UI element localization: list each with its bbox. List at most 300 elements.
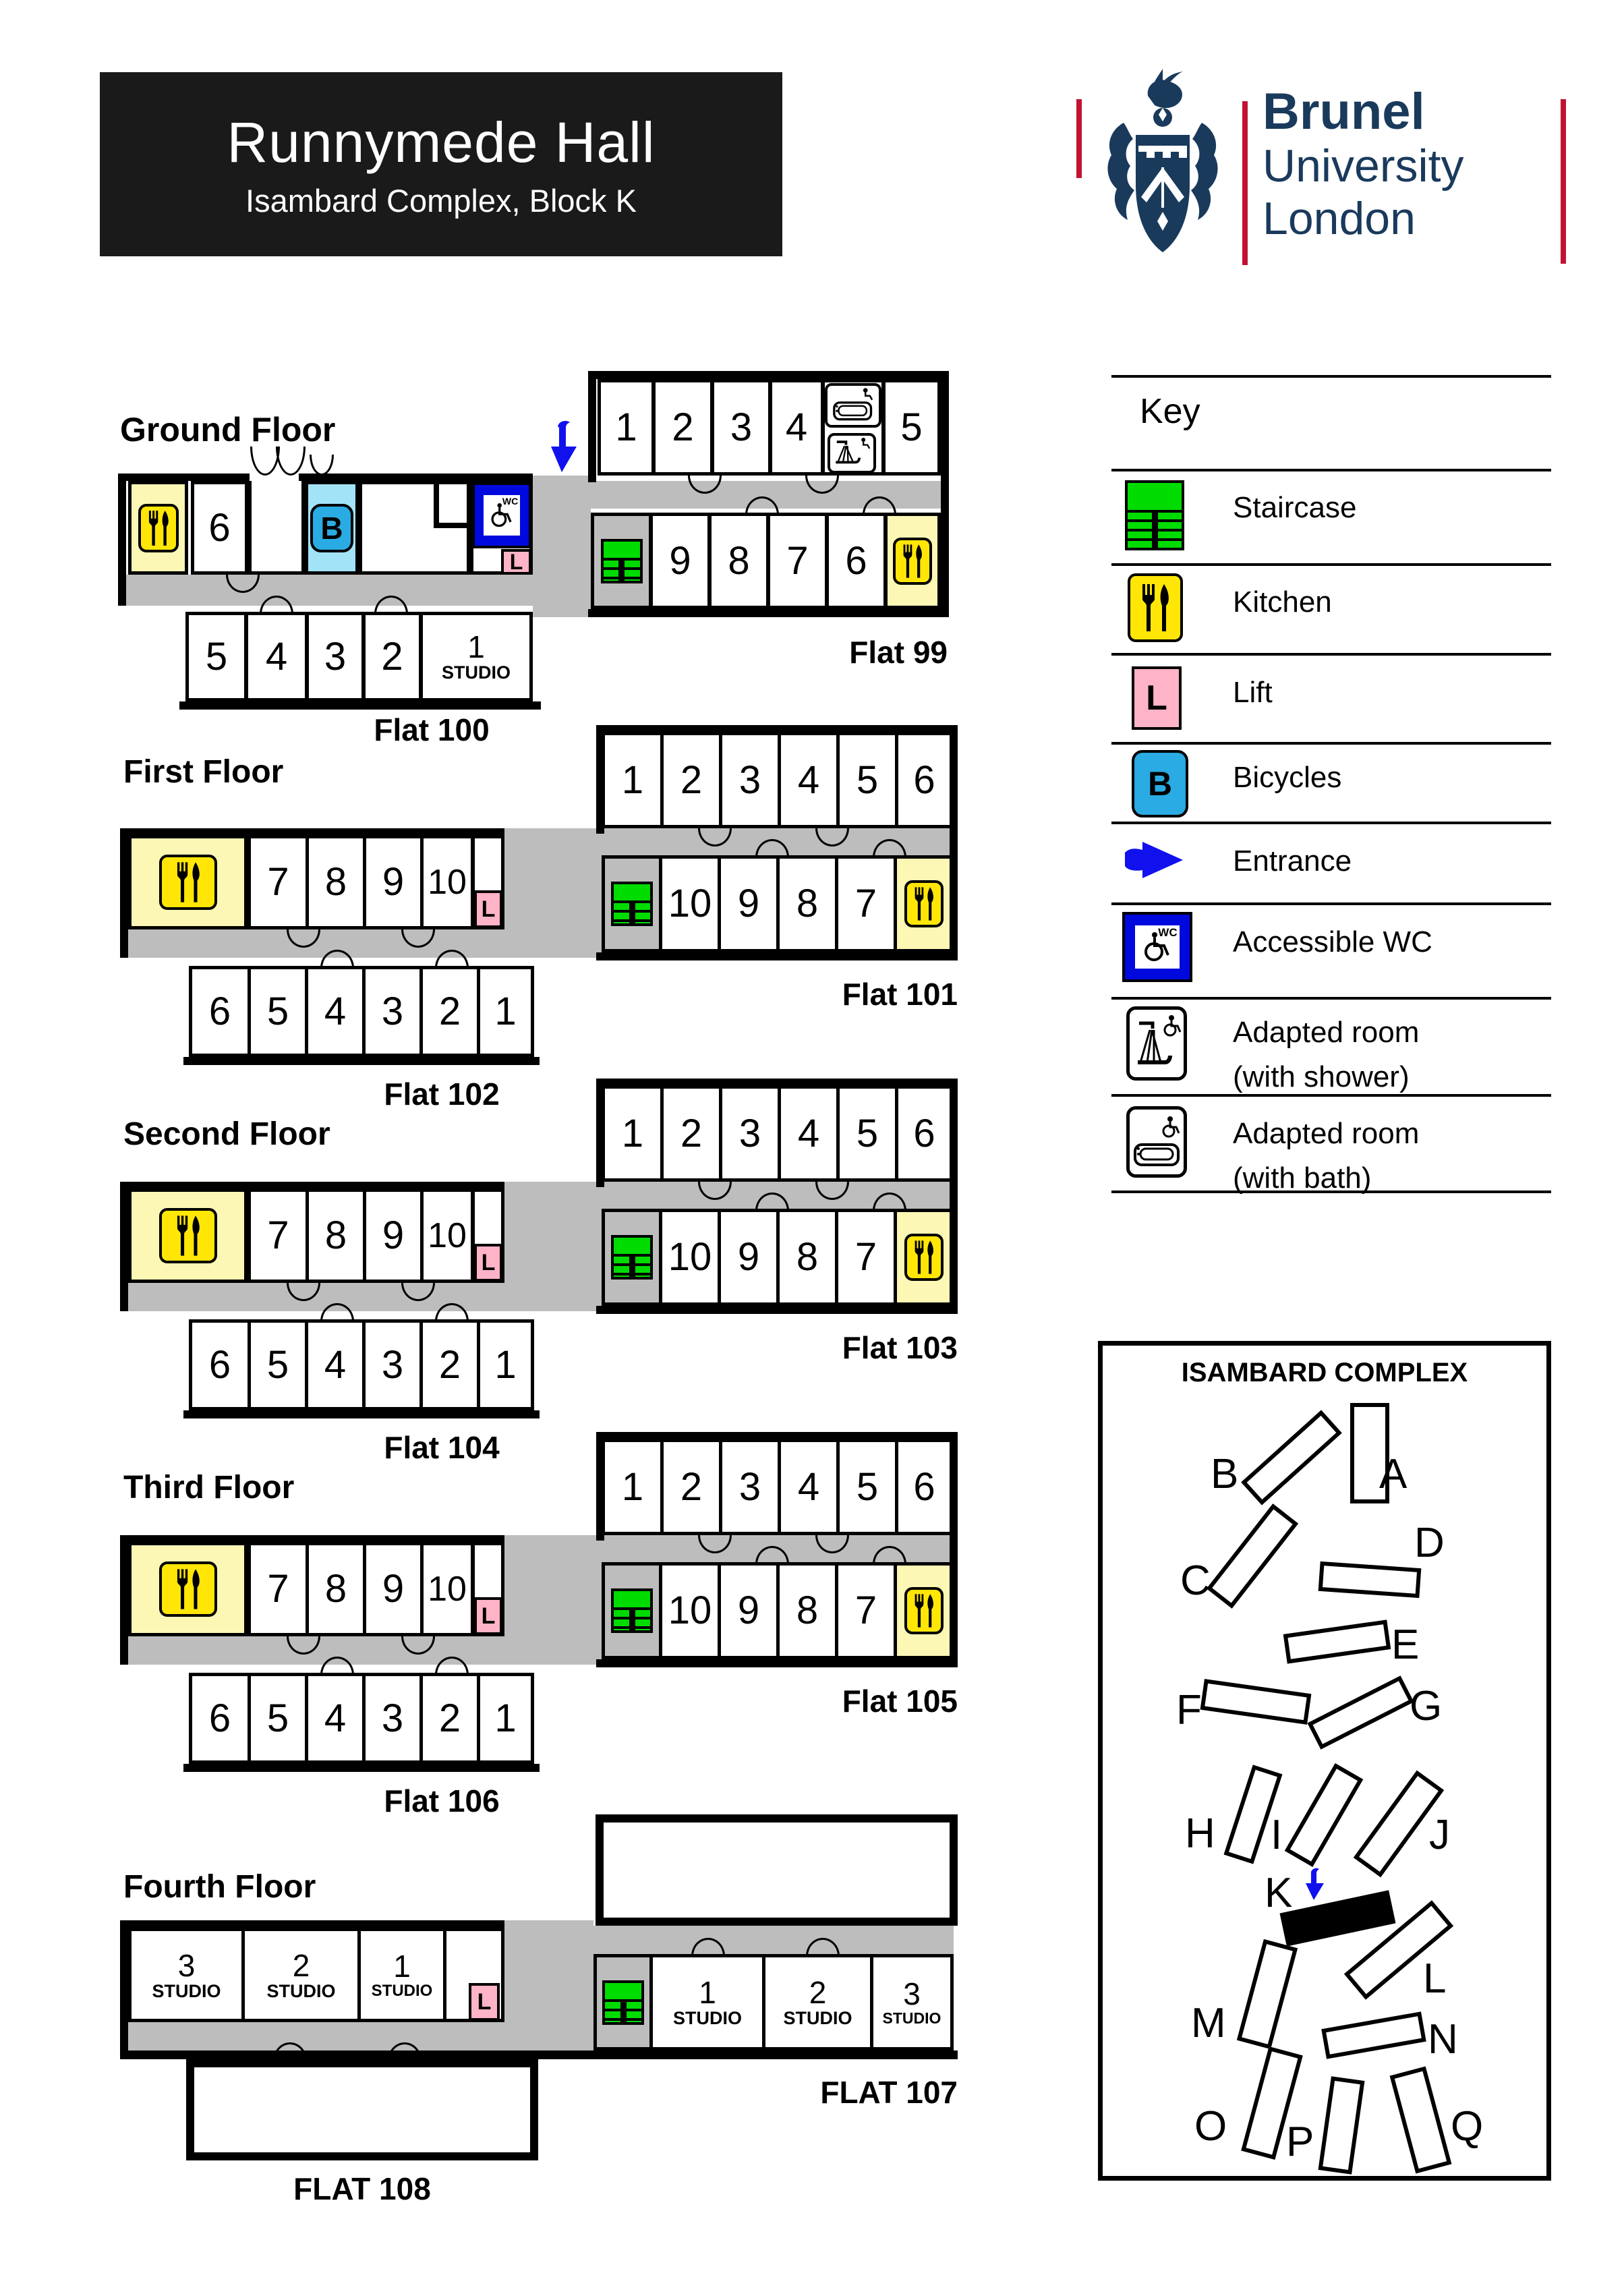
room-number: 4 bbox=[265, 634, 288, 679]
adapted-shower-icon bbox=[828, 433, 876, 473]
room-number: 7 bbox=[267, 1567, 289, 1611]
room bbox=[778, 732, 840, 828]
room bbox=[718, 855, 780, 952]
room-number: 10 bbox=[428, 1216, 467, 1255]
studio-label: STUDIO bbox=[266, 1980, 336, 2001]
adapted-shower-line2: (with shower) bbox=[1233, 1060, 1410, 1093]
logo-red-bar-right bbox=[1561, 99, 1566, 264]
studio-label: STUDIO bbox=[882, 2009, 941, 2027]
room-number: 10 bbox=[668, 1588, 712, 1632]
room bbox=[420, 1188, 474, 1283]
staircase-icon bbox=[611, 882, 653, 926]
flat-label: Flat 100 bbox=[374, 712, 490, 747]
room bbox=[660, 732, 722, 828]
room-number: 7 bbox=[786, 538, 809, 583]
room-number: 1 bbox=[621, 1464, 644, 1509]
room-number: 2 bbox=[680, 1464, 703, 1509]
bicycles-icon bbox=[310, 504, 353, 552]
kitchen-icon bbox=[1128, 573, 1183, 642]
studio-room bbox=[762, 1954, 873, 2050]
room bbox=[719, 732, 781, 828]
room-number: 1 bbox=[393, 1949, 411, 1984]
room-number: 6 bbox=[208, 1342, 231, 1387]
corridor bbox=[125, 575, 533, 606]
room bbox=[305, 1319, 366, 1410]
room bbox=[652, 379, 714, 476]
third-floor-label: Third Floor bbox=[123, 1470, 295, 1505]
room-number: 2 bbox=[809, 1975, 827, 2010]
kitchen-room bbox=[894, 1209, 954, 1306]
room-number: 3 bbox=[381, 989, 404, 1033]
adapted-bath-line2: (with bath) bbox=[1233, 1161, 1372, 1195]
building-label: B bbox=[1211, 1451, 1239, 1497]
room-number: 9 bbox=[382, 860, 405, 904]
lift-icon bbox=[474, 1244, 502, 1282]
room-number: 7 bbox=[267, 860, 289, 904]
staircase-room bbox=[602, 855, 662, 952]
logo-line-london: London bbox=[1263, 193, 1416, 244]
room bbox=[245, 612, 308, 701]
kitchen-icon bbox=[159, 855, 217, 910]
room bbox=[835, 1562, 897, 1659]
room-number: 4 bbox=[797, 1464, 820, 1509]
logo-line-brunel: Brunel bbox=[1263, 83, 1425, 140]
accessible-wc-icon bbox=[472, 482, 531, 548]
room-number: 6 bbox=[845, 538, 867, 583]
flat-label: Flat 106 bbox=[384, 1783, 500, 1818]
second-floor-label: Second Floor bbox=[123, 1116, 330, 1152]
room bbox=[248, 835, 309, 929]
bicycles-badge: B bbox=[1147, 765, 1173, 803]
room bbox=[362, 612, 422, 701]
corridor bbox=[533, 476, 591, 617]
room-number: 8 bbox=[796, 1235, 819, 1279]
room-number: 5 bbox=[266, 989, 289, 1033]
kitchen-room bbox=[128, 481, 188, 575]
lift-badge: L bbox=[1146, 679, 1167, 718]
studio-room bbox=[419, 612, 533, 701]
kitchen-icon bbox=[138, 504, 179, 552]
studio-label: STUDIO bbox=[152, 1980, 221, 2001]
room bbox=[778, 1439, 840, 1535]
room-number: 2 bbox=[672, 405, 694, 449]
lift-badge: L bbox=[481, 1249, 496, 1275]
room bbox=[306, 835, 366, 929]
wc-badge: WC bbox=[502, 496, 519, 507]
room-number: 4 bbox=[797, 757, 820, 802]
room-number: 6 bbox=[913, 1464, 935, 1509]
room-number: 2 bbox=[438, 1696, 461, 1740]
staircase-room bbox=[602, 1209, 662, 1306]
lobby bbox=[248, 481, 305, 575]
room bbox=[598, 379, 655, 476]
room-number: 6 bbox=[208, 505, 231, 550]
staircase-room bbox=[602, 1562, 662, 1659]
room-number: 1 bbox=[699, 1975, 716, 2010]
studio-room bbox=[128, 1928, 245, 2022]
studio-label: STUDIO bbox=[783, 2008, 852, 2028]
room bbox=[719, 1439, 781, 1535]
room bbox=[191, 481, 248, 575]
corridor bbox=[125, 2022, 504, 2050]
bicycle-room bbox=[305, 481, 359, 575]
bicycles-icon bbox=[1132, 750, 1188, 817]
room bbox=[825, 513, 887, 609]
room-number: 9 bbox=[737, 1588, 760, 1632]
room bbox=[248, 1188, 309, 1283]
room bbox=[419, 1319, 480, 1410]
lift-badge: L bbox=[509, 549, 523, 574]
staircase-room bbox=[591, 513, 652, 609]
room bbox=[718, 1209, 780, 1306]
building-G bbox=[1307, 1675, 1414, 1750]
isambard-complex-map bbox=[1098, 1341, 1551, 2181]
room-number: 2 bbox=[680, 757, 703, 802]
staircase-icon bbox=[611, 1235, 653, 1280]
adapted-bath-line1: Adapted room bbox=[1233, 1117, 1420, 1150]
room bbox=[420, 1542, 474, 1636]
room bbox=[306, 1188, 366, 1283]
room-number: 3 bbox=[738, 1111, 761, 1155]
key-label-bicycles: Bicycles bbox=[1233, 761, 1342, 794]
room-number: 5 bbox=[856, 1464, 879, 1509]
room bbox=[711, 379, 772, 476]
flat-label: Flat 102 bbox=[384, 1077, 500, 1112]
kitchen-room bbox=[894, 855, 954, 952]
building-label: A bbox=[1379, 1451, 1408, 1497]
room bbox=[362, 1673, 423, 1764]
room-number: 1 bbox=[621, 757, 644, 802]
room-number: 10 bbox=[668, 1235, 712, 1279]
studio-room bbox=[241, 1928, 361, 2022]
room-number: 9 bbox=[382, 1213, 405, 1257]
building-label: I bbox=[1271, 1812, 1283, 1858]
room-number: 2 bbox=[438, 1342, 461, 1387]
room bbox=[718, 1562, 780, 1659]
room-number: 5 bbox=[856, 757, 879, 802]
room bbox=[660, 1439, 722, 1535]
room bbox=[189, 1319, 251, 1410]
room-number: 10 bbox=[668, 882, 712, 925]
lift-icon bbox=[501, 549, 531, 575]
lift-badge: L bbox=[477, 1988, 492, 2015]
building-E bbox=[1283, 1619, 1391, 1663]
room-number: 1 bbox=[615, 405, 637, 449]
staircase-icon bbox=[611, 1588, 653, 1633]
adapted-bath-icon bbox=[825, 383, 881, 428]
entrance-arrow bbox=[551, 420, 586, 473]
building-label: M bbox=[1191, 2000, 1226, 2046]
room bbox=[248, 966, 308, 1057]
logo-red-bar-middle bbox=[1242, 101, 1248, 265]
fourth-floor-label: Fourth Floor bbox=[123, 1869, 316, 1905]
room-number: 5 bbox=[856, 1111, 879, 1155]
room bbox=[708, 513, 770, 609]
unlabeled-room bbox=[186, 2059, 538, 2160]
room bbox=[602, 1439, 664, 1535]
map-entrance-arrow bbox=[1306, 1868, 1331, 1901]
room bbox=[419, 966, 480, 1057]
room bbox=[305, 966, 366, 1057]
room bbox=[836, 732, 898, 828]
room-number: 4 bbox=[324, 1342, 347, 1387]
accessible-wc-icon bbox=[1122, 912, 1192, 982]
room-number: 7 bbox=[854, 1588, 877, 1632]
room bbox=[895, 1085, 954, 1182]
room bbox=[835, 1209, 897, 1306]
room bbox=[362, 1319, 423, 1410]
room-number: 8 bbox=[324, 1567, 347, 1611]
building-label: E bbox=[1391, 1621, 1420, 1668]
room-number: 8 bbox=[728, 538, 750, 583]
room bbox=[248, 1542, 309, 1636]
unlabeled-room bbox=[596, 1814, 958, 1926]
room-number: 8 bbox=[796, 1588, 819, 1632]
entrance-arrow-icon bbox=[1122, 840, 1187, 880]
room bbox=[477, 1673, 534, 1764]
key-title: Key bbox=[1140, 392, 1200, 431]
staircase-icon bbox=[1125, 480, 1184, 550]
staircase-icon bbox=[601, 539, 643, 583]
bicycles-badge: B bbox=[320, 510, 343, 546]
room-number: 3 bbox=[730, 405, 753, 449]
lift-icon bbox=[474, 1597, 502, 1635]
wc-badge: WC bbox=[1158, 926, 1178, 940]
flat-label: Flat 101 bbox=[842, 977, 958, 1012]
room-number: 4 bbox=[324, 989, 347, 1033]
flat-label: Flat 104 bbox=[384, 1430, 500, 1465]
room-number: 3 bbox=[738, 757, 761, 802]
key-label-lift: Lift bbox=[1233, 676, 1273, 709]
room bbox=[659, 1209, 721, 1306]
room-number: 7 bbox=[854, 1235, 877, 1279]
lift-icon bbox=[469, 1983, 500, 2021]
key-label-kitchen: Kitchen bbox=[1233, 585, 1332, 619]
room bbox=[189, 966, 251, 1057]
room bbox=[660, 1085, 722, 1182]
room bbox=[362, 966, 423, 1057]
room-number: 3 bbox=[324, 634, 347, 679]
room-number: 3 bbox=[381, 1696, 404, 1740]
room bbox=[778, 1085, 840, 1182]
kitchen-icon bbox=[904, 880, 944, 927]
room-number: 8 bbox=[324, 860, 347, 904]
building-label: H bbox=[1185, 1810, 1215, 1857]
room-number: 9 bbox=[737, 882, 760, 925]
studio-room bbox=[649, 1954, 765, 2050]
studio-room bbox=[870, 1954, 954, 2050]
room bbox=[363, 1188, 424, 1283]
room bbox=[895, 732, 954, 828]
key-label-entrance: Entrance bbox=[1233, 844, 1352, 878]
lift-icon bbox=[474, 890, 502, 928]
kitchen-room bbox=[884, 513, 941, 609]
room bbox=[363, 1542, 424, 1636]
room bbox=[776, 1562, 838, 1659]
building-C bbox=[1207, 1503, 1298, 1609]
door-arc bbox=[310, 455, 334, 476]
room bbox=[602, 1085, 664, 1182]
room bbox=[602, 732, 664, 828]
flat-label: Flat 103 bbox=[842, 1330, 958, 1365]
room bbox=[363, 835, 424, 929]
room-number: 2 bbox=[381, 634, 403, 679]
kitchen-room bbox=[128, 1542, 248, 1636]
building-label: O bbox=[1194, 2103, 1227, 2150]
room-number: 1 bbox=[494, 1342, 517, 1387]
room-number: 3 bbox=[177, 1947, 196, 1983]
corridor bbox=[533, 1926, 954, 1954]
kitchen-icon bbox=[904, 1587, 944, 1634]
studio-label: STUDIO bbox=[371, 1982, 433, 2000]
second-floor-plan bbox=[118, 1079, 961, 1483]
room-number: 2 bbox=[292, 1947, 310, 1983]
building-label: G bbox=[1410, 1683, 1443, 1729]
room-number: 3 bbox=[381, 1342, 404, 1387]
building-F bbox=[1200, 1679, 1312, 1725]
room-number: 1 bbox=[467, 629, 485, 664]
hall-subtitle: Isambard Complex, Block K bbox=[245, 182, 637, 219]
room bbox=[420, 835, 474, 929]
room-number: 1 bbox=[621, 1111, 644, 1155]
fork-knife-icon bbox=[1137, 581, 1173, 634]
room-number: 9 bbox=[737, 1235, 760, 1279]
room bbox=[659, 855, 721, 952]
building-D bbox=[1318, 1561, 1422, 1598]
logo-red-bar-left bbox=[1076, 99, 1082, 178]
kitchen-icon bbox=[159, 1561, 217, 1617]
building-label: Q bbox=[1451, 2103, 1484, 2150]
room bbox=[836, 1439, 898, 1535]
building-B bbox=[1241, 1410, 1342, 1505]
room bbox=[306, 612, 365, 701]
flat-label: FLAT 107 bbox=[820, 2075, 958, 2110]
room bbox=[776, 1209, 838, 1306]
room-number: 1 bbox=[494, 1696, 517, 1740]
hall-name: Runnymede Hall bbox=[227, 110, 656, 174]
room-number: 9 bbox=[382, 1567, 405, 1611]
flat-label: Flat 99 bbox=[849, 635, 948, 670]
building-Q bbox=[1390, 2066, 1452, 2173]
room bbox=[776, 855, 838, 952]
door-arc bbox=[276, 447, 306, 476]
studio-label: STUDIO bbox=[441, 662, 511, 683]
room bbox=[769, 379, 824, 476]
room-number: 1 bbox=[494, 989, 517, 1033]
building-I bbox=[1285, 1763, 1364, 1867]
room bbox=[649, 513, 711, 609]
brunel-crest-icon bbox=[1097, 65, 1229, 264]
room bbox=[419, 1673, 480, 1764]
first-floor-plan bbox=[118, 725, 961, 1130]
building-label: N bbox=[1428, 2016, 1458, 2063]
building-label: C bbox=[1180, 1557, 1211, 1604]
adapted-bath-icon bbox=[1126, 1106, 1187, 1178]
room-number: 8 bbox=[796, 882, 819, 925]
room-number: 6 bbox=[913, 757, 935, 802]
kitchen-room bbox=[128, 835, 248, 929]
map-title: ISAMBARD COMPLEX bbox=[1181, 1358, 1468, 1387]
kitchen-room bbox=[128, 1188, 248, 1283]
lift-badge: L bbox=[481, 1603, 496, 1629]
room bbox=[719, 1085, 781, 1182]
building-M bbox=[1237, 1939, 1298, 2049]
kitchen-icon bbox=[904, 1234, 944, 1281]
room-number: 2 bbox=[438, 989, 461, 1033]
room-number: 5 bbox=[205, 634, 228, 679]
room-number: 3 bbox=[738, 1464, 761, 1509]
building-K bbox=[1280, 1890, 1396, 1946]
logo-line-university: University bbox=[1263, 140, 1464, 192]
building-label: D bbox=[1414, 1520, 1445, 1566]
room-number: 10 bbox=[428, 1570, 467, 1609]
adapted-shower-line1: Adapted room bbox=[1233, 1016, 1420, 1049]
building-label: K bbox=[1265, 1870, 1293, 1916]
flat-label: FLAT 108 bbox=[293, 2171, 431, 2206]
staircase-room bbox=[593, 1954, 653, 2050]
kitchen-icon bbox=[159, 1208, 217, 1263]
building-label: P bbox=[1286, 2119, 1314, 2165]
building-label: F bbox=[1176, 1687, 1202, 1733]
room-number: 6 bbox=[208, 1696, 231, 1740]
building-P bbox=[1318, 2076, 1365, 2175]
ground-floor-label: Ground Floor bbox=[120, 411, 336, 449]
room bbox=[477, 1319, 534, 1410]
room-number: 6 bbox=[913, 1111, 935, 1155]
room-number: 5 bbox=[266, 1696, 289, 1740]
building-label: J bbox=[1429, 1812, 1450, 1858]
key-label-staircase: Staircase bbox=[1233, 491, 1357, 524]
room bbox=[248, 1319, 308, 1410]
key-label-accessible-wc: Accessible WC bbox=[1233, 925, 1432, 958]
staircase-icon bbox=[602, 1980, 644, 2025]
room-number: 10 bbox=[428, 863, 467, 902]
room bbox=[248, 1673, 308, 1764]
room-number: 4 bbox=[797, 1111, 820, 1155]
key-label-adapted-shower bbox=[1233, 1010, 1419, 1099]
room-number: 8 bbox=[324, 1213, 347, 1257]
lift-badge: L bbox=[481, 896, 496, 922]
first-floor-label: First Floor bbox=[123, 754, 284, 790]
room-number: 5 bbox=[900, 405, 923, 449]
room-number: 7 bbox=[267, 1213, 289, 1257]
building-N bbox=[1321, 2011, 1426, 2059]
kitchen-icon bbox=[893, 538, 932, 585]
room bbox=[882, 379, 941, 476]
kitchen-room bbox=[894, 1562, 954, 1659]
room bbox=[895, 1439, 954, 1535]
room-number: 4 bbox=[785, 405, 808, 449]
room-number: 6 bbox=[208, 989, 231, 1033]
studio-label: STUDIO bbox=[672, 2008, 742, 2028]
key-label-adapted-bath bbox=[1233, 1112, 1419, 1201]
room-number: 2 bbox=[680, 1111, 703, 1155]
room-number: 5 bbox=[266, 1342, 289, 1387]
room bbox=[836, 1085, 898, 1182]
room-number: 9 bbox=[669, 538, 691, 583]
lift-icon bbox=[1132, 666, 1182, 730]
room bbox=[306, 1542, 366, 1636]
room bbox=[189, 1673, 251, 1764]
flat-label: Flat 105 bbox=[842, 1684, 958, 1719]
room bbox=[835, 855, 897, 952]
room bbox=[305, 1673, 366, 1764]
room-number: 7 bbox=[854, 882, 877, 925]
room-number: 3 bbox=[903, 1976, 921, 2011]
room bbox=[185, 612, 248, 701]
building-label: L bbox=[1423, 1955, 1447, 2002]
room bbox=[767, 513, 828, 609]
